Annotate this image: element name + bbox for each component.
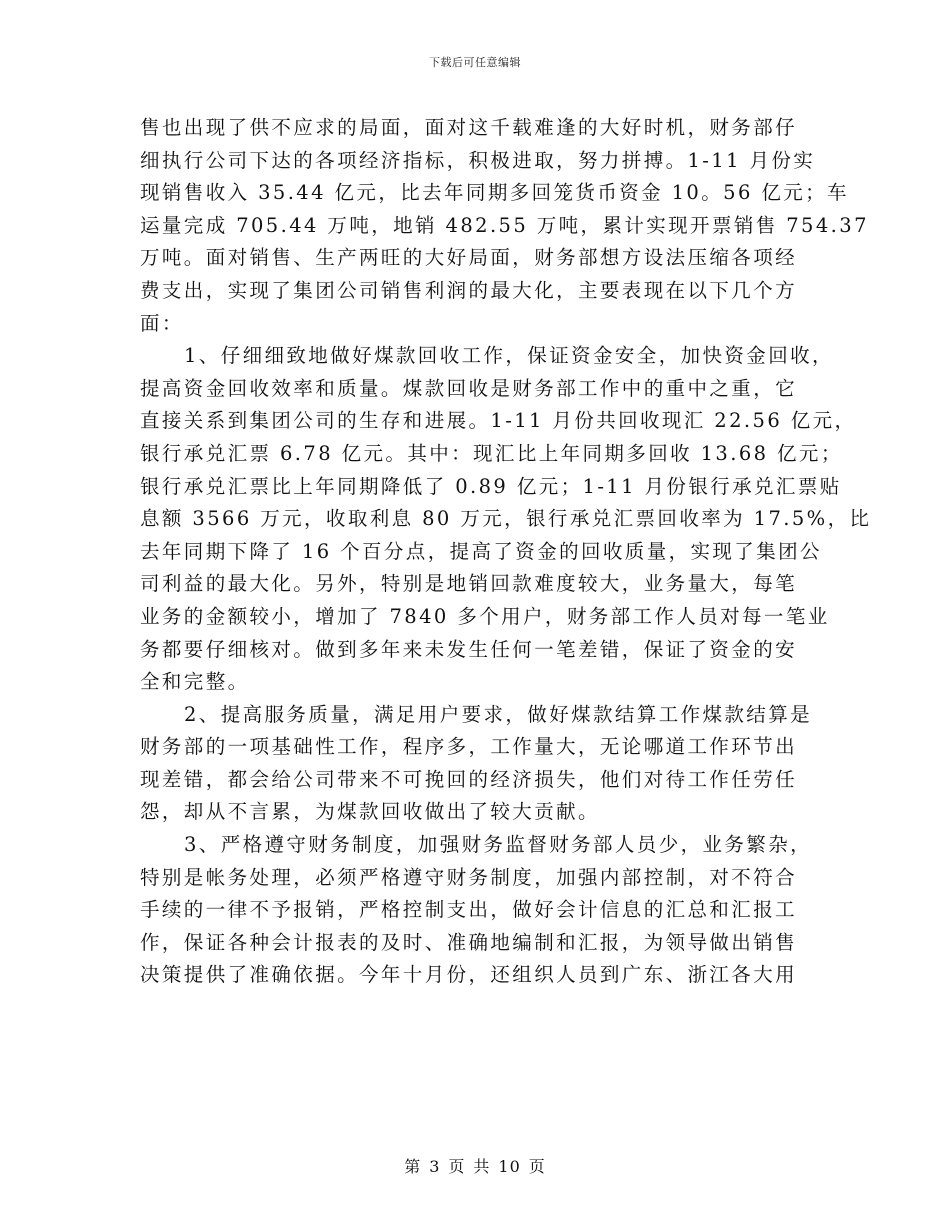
text-line: 手续的一律不予报销，严格控制支出，做好会计信息的汇总和汇报工 <box>140 898 798 922</box>
text-line: 特别是帐务处理，必须严格遵守财务制度，加强内部控制，对不符合 <box>140 865 798 889</box>
text-line: 运量完成 705.44 万吨，地销 482.55 万吨，累计实现开票销售 754.37 <box>140 213 869 237</box>
paragraph-start-line: 2、提高服务质量，满足用户要求，做好煤款结算工作煤款结算是 <box>184 702 813 726</box>
page-total: 10 <box>498 1157 521 1176</box>
footer-page-word: 页 <box>448 1157 466 1176</box>
text-line: 银行承兑汇票比上年同期降低了 0.89 亿元；1-11 月份银行承兑汇票贴 <box>140 474 842 498</box>
text-line: 业务的金额较小，增加了 7840 多个用户，财务部工作人员对每一笔业 <box>140 604 830 628</box>
footer-total-word: 共 <box>473 1157 491 1176</box>
text-line: 作，保证各种会计报表的及时、准确地编制和汇报，为领导做出销售 <box>140 930 798 954</box>
text-line: 万吨。面对销售、生产两旺的大好局面，财务部想方设法压缩各项经 <box>140 246 798 270</box>
text-line: 司利益的最大化。另外，特别是地销回款难度较大，业务量大，每笔 <box>140 572 798 596</box>
text-line: 银行承兑汇票 6.78 亿元。其中：现汇比上年同期多回收 13.68 亿元； <box>140 441 843 465</box>
text-line: 全和完整。 <box>140 670 250 694</box>
text-line: 现销售收入 35.44 亿元，比去年同期多回笼货币资金 10。56 亿元；车 <box>140 181 849 205</box>
paragraph-start-line: 3、严格遵守财务制度，加强财务监督财务部人员少，业务繁杂， <box>184 833 813 857</box>
text-line: 售也出现了供不应求的局面，面对这千载难逢的大好时机，财务部仔 <box>140 116 798 139</box>
text-line: 提高资金回收效率和质量。煤款回收是财务部工作中的重中之重，它 <box>140 376 798 400</box>
text-line: 费支出，实现了集团公司销售利润的最大化，主要表现在以下几个方 <box>140 278 798 302</box>
document-body <box>140 112 872 992</box>
text-line: 直接关系到集团公司的生存和进展。1-11 月份共回收现汇 22.56 亿元， <box>140 409 857 433</box>
page-header: 下载后可任意编辑 <box>429 56 521 69</box>
text-line: 细执行公司下达的各项经济指标，积极进取，努力拼搏。1-11 月份实 <box>140 148 816 172</box>
text-line: 去年同期下降了 16 个百分点，提高了资金的回收质量，实现了集团公 <box>140 539 822 563</box>
text-line: 务都要仔细核对。做到多年来未发生任何一笔差错，保证了资金的安 <box>140 637 798 661</box>
text-line: 息额 3566 万元，收取利息 80 万元，银行承兑汇票回收率为 17.5%，比 <box>140 507 872 531</box>
page-number: 3 <box>429 1157 441 1176</box>
footer-prefix: 第 <box>404 1157 422 1176</box>
text-line: 现差错，都会给公司带来不可挽回的经济损失，他们对待工作任劳任 <box>140 767 798 791</box>
text-line: 决策提供了准确依据。今年十月份，还组织人员到广东、浙江各大用 <box>140 963 798 987</box>
page-footer <box>0 1154 950 1177</box>
paragraph-start-line: 1、仔细细致地做好煤款回收工作，保证资金安全，加快资金回收， <box>184 344 834 368</box>
text-line: 面： <box>140 311 184 335</box>
footer-suffix: 页 <box>528 1157 546 1176</box>
text-line: 怨，却从不言累，为煤款回收做出了较大贡献。 <box>140 800 600 824</box>
text-line: 财务部的一项基础性工作，程序多，工作量大，无论哪道工作环节出 <box>140 735 798 759</box>
